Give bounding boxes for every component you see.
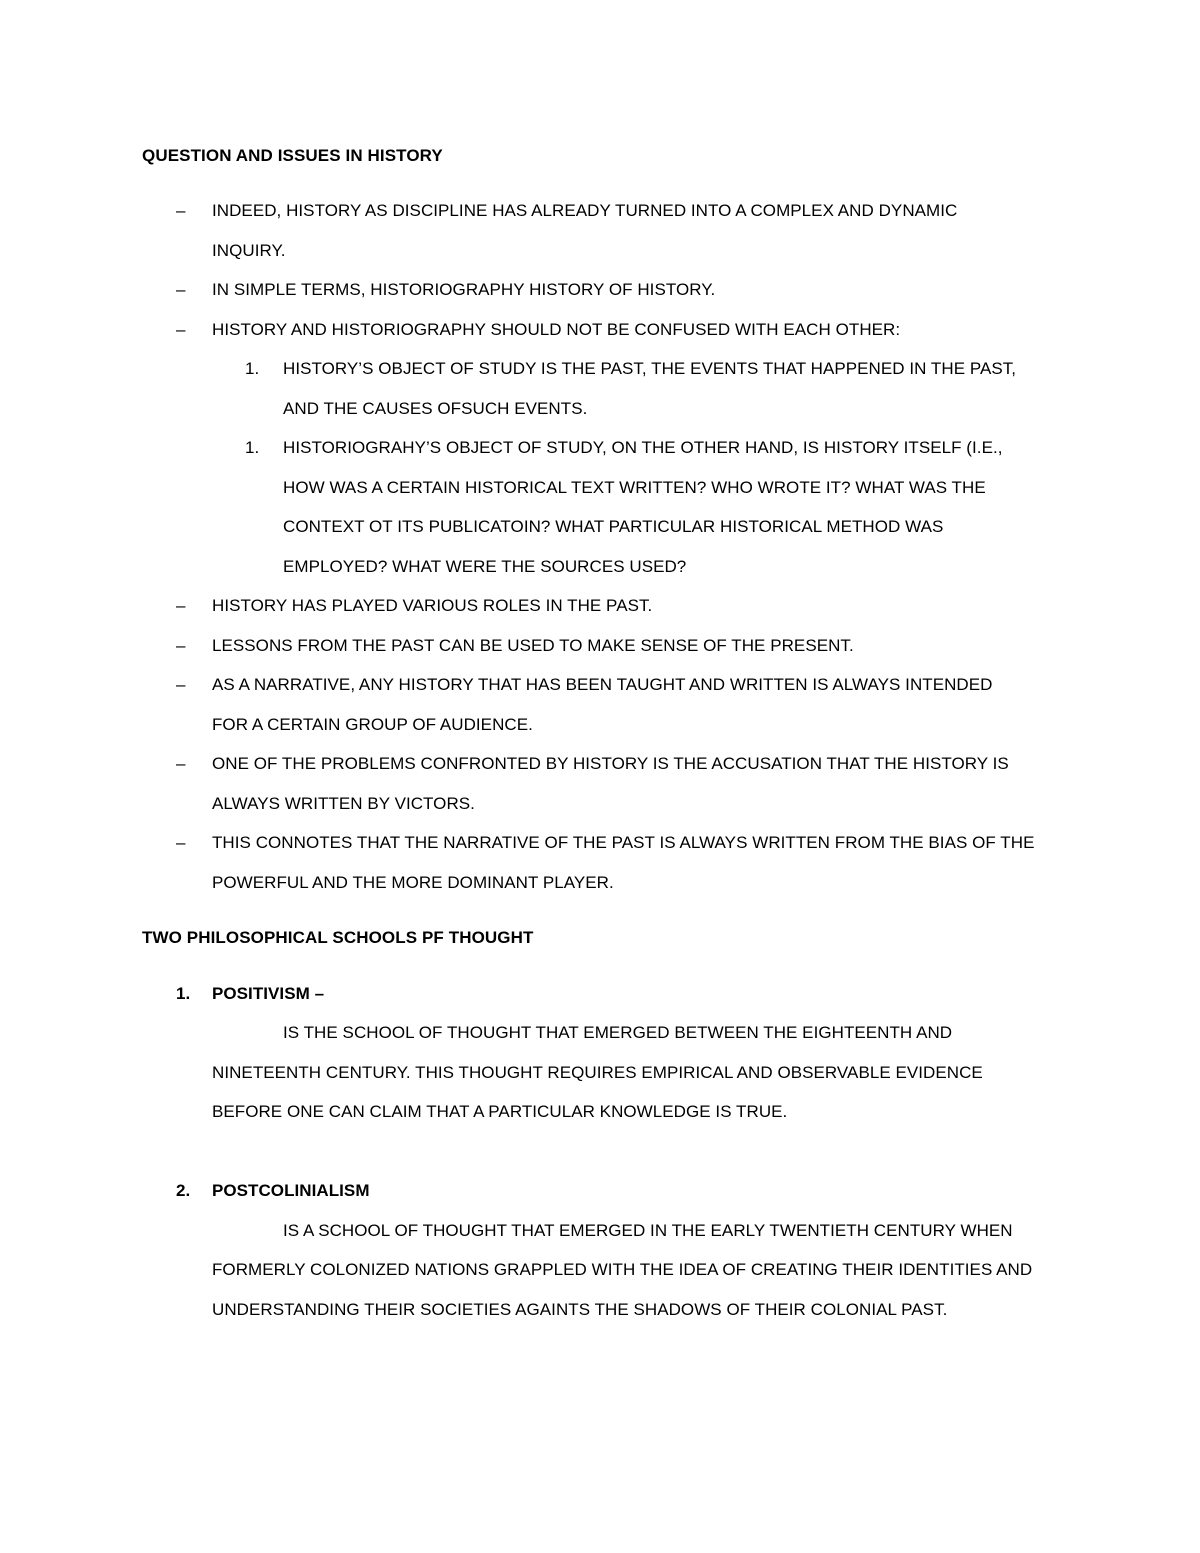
sub-item-number: 1. [245,359,260,378]
bullet-6-line-2: FOR A CERTAIN GROUP OF AUDIENCE. [212,715,533,734]
bullet-3-line-1: HISTORY AND HISTORIOGRAPHY SHOULD NOT BE CONFUSED WITH EACH OTHER: [212,320,901,339]
sub-item-number: 1. [245,438,260,457]
bullet-8-line-1: THIS CONNOTES THAT THE NARRATIVE OF THE PAST IS ALWAYS WRITTEN FROM THE BIAS OF THE [212,833,1035,852]
bullet-dash: – [176,596,186,615]
bullet-dash: – [176,675,186,694]
bullet-dash: – [176,833,186,852]
school-item-number: 2. [176,1181,191,1200]
school-item-1-line-3: BEFORE ONE CAN CLAIM THAT A PARTICULAR KNOWLEDGE IS TRUE. [212,1102,788,1121]
bullet-dash: – [176,320,186,339]
bullet-4-line-1: HISTORY HAS PLAYED VARIOUS ROLES IN THE PAST. [212,596,653,615]
section-title-questions: QUESTION AND ISSUES IN HISTORY [142,146,443,165]
bullet-5-line-1: LESSONS FROM THE PAST CAN BE USED TO MAKE SENSE OF THE PRESENT. [212,636,854,655]
bullet-dash: – [176,754,186,773]
school-item-1-line-1: IS THE SCHOOL OF THOUGHT THAT EMERGED BETWEEN THE EIGHTEENTH AND [283,1023,953,1042]
sub-item-2-line-2: HOW WAS A CERTAIN HISTORICAL TEXT WRITTEN? WHO WROTE IT? WHAT WAS THE [283,478,986,497]
bullet-1-line-1: INDEED, HISTORY AS DISCIPLINE HAS ALREADY TURNED INTO A COMPLEX AND DYNAMIC [212,201,958,220]
sub-item-2-line-1: HISTORIOGRAHY’S OBJECT OF STUDY, ON THE OTHER HAND, IS HISTORY ITSELF (I.E., [283,438,1003,457]
school-item-1-line-2: NINETEENTH CENTURY. THIS THOUGHT REQUIRES EMPIRICAL AND OBSERVABLE EVIDENCE [212,1063,983,1082]
school-item-2-line-1: IS A SCHOOL OF THOUGHT THAT EMERGED IN THE EARLY TWENTIETH CENTURY WHEN [283,1221,1013,1240]
bullet-2-line-1: IN SIMPLE TERMS, HISTORIOGRAPHY HISTORY OF HISTORY. [212,280,716,299]
sub-item-1-line-1: HISTORY’S OBJECT OF STUDY IS THE PAST, THE EVENTS THAT HAPPENED IN THE PAST, [283,359,1017,378]
bullet-dash: – [176,280,186,299]
sub-item-1-line-2: AND THE CAUSES OFSUCH EVENTS. [283,399,588,418]
sub-item-2-line-4: EMPLOYED? WHAT WERE THE SOURCES USED? [283,557,687,576]
bullet-dash: – [176,636,186,655]
bullet-7-line-1: ONE OF THE PROBLEMS CONFRONTED BY HISTORY IS THE ACCUSATION THAT THE HISTORY IS [212,754,1009,773]
school-item-2-line-2: FORMERLY COLONIZED NATIONS GRAPPLED WITH THE IDEA OF CREATING THEIR IDENTITIES AND [212,1260,1033,1279]
sub-item-2-line-3: CONTEXT OT ITS PUBLICATOIN? WHAT PARTICULAR HISTORICAL METHOD WAS [283,517,944,536]
bullet-7-line-2: ALWAYS WRITTEN BY VICTORS. [212,794,475,813]
bullet-6-line-1: AS A NARRATIVE, ANY HISTORY THAT HAS BEEN TAUGHT AND WRITTEN IS ALWAYS INTENDED [212,675,993,694]
school-item-2-title: POSTCOLINIALISM [212,1181,370,1200]
school-item-2-line-3: UNDERSTANDING THEIR SOCIETIES AGAINTS THE SHADOWS OF THEIR COLONIAL PAST. [212,1300,948,1319]
bullet-dash: – [176,201,186,220]
bullet-1-line-2: INQUIRY. [212,241,286,260]
bullet-8-line-2: POWERFUL AND THE MORE DOMINANT PLAYER. [212,873,614,892]
school-item-1-title: POSITIVISM – [212,984,325,1003]
section-title-schools: TWO PHILOSOPHICAL SCHOOLS PF THOUGHT [142,928,534,947]
school-item-number: 1. [176,984,191,1003]
